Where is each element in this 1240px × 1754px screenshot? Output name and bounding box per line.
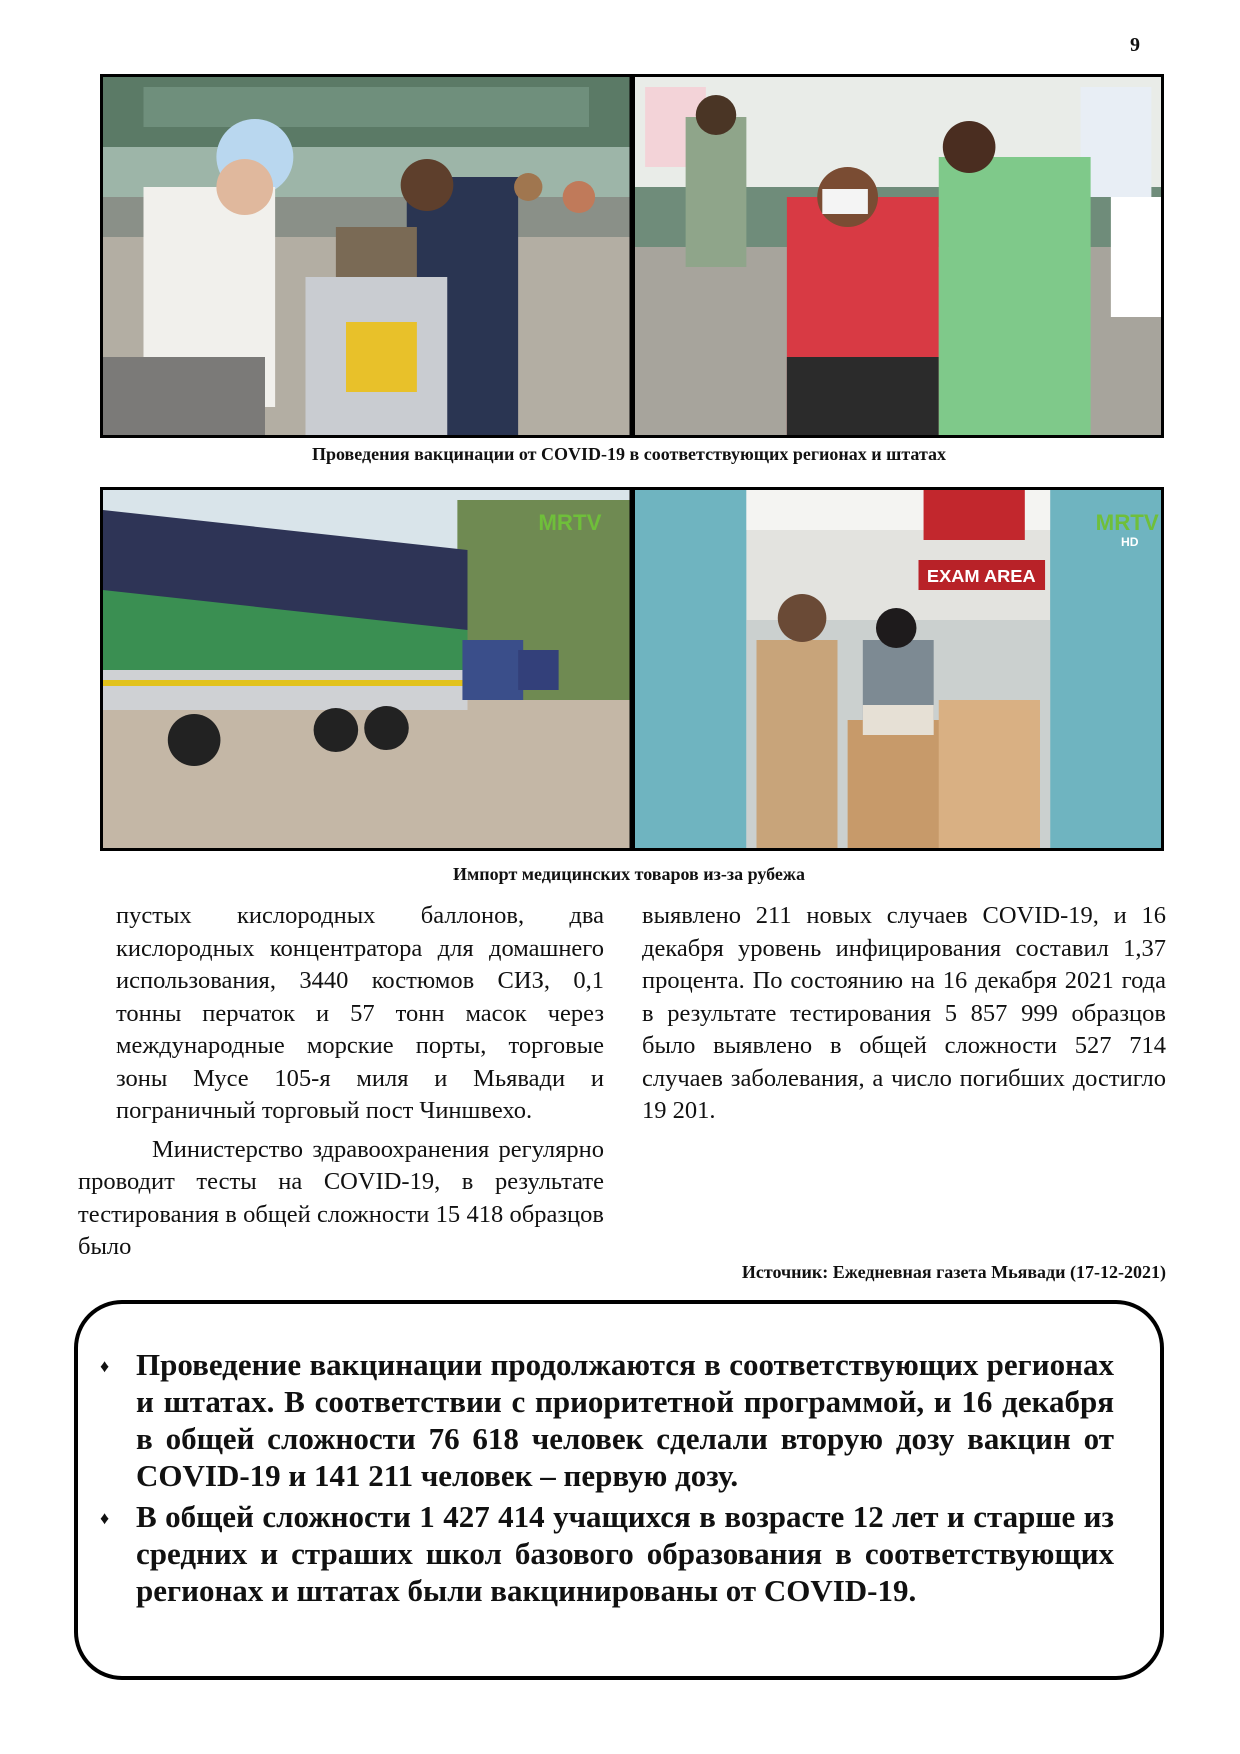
source-citation: Источник: Ежедневная газета Мьявади (17-12-2021) (741, 1262, 1166, 1282)
article-paragraph: Министерство здравоохранения регулярно проводит тесты на COVID-19, в результате тестирования в общей сложности 15 418 образцов было (78, 1135, 604, 1260)
vaccination-hall-image (103, 77, 630, 435)
top-photos-caption: Проведения вакцинации от COVID-19 в соответствующих регионах и штатах (311, 444, 947, 464)
exam-area-sign: EXAM AREA (926, 566, 1036, 586)
import-photo-exam-area (630, 490, 1162, 848)
vaccination-clinic-image (635, 77, 1162, 435)
exam-area-image (635, 490, 1162, 848)
summary-item-text: Проведение вакцинации продолжаются в соответствующих регионах и штатах. В соответствии с приоритетной программой, и 16 декабря в общей сложности 76 618 человек сделали вторую дозу вакцин от COVID-19 и 141 211 человек – первую дозу. (136, 1347, 1114, 1493)
summary-box (74, 1300, 1164, 1680)
vaccination-photos (100, 74, 1164, 438)
mrtv-hd-mark: HD (1120, 535, 1139, 549)
import-photo-trucks (103, 490, 630, 848)
bottom-photos-caption: Импорт медицинских товаров из-за рубежа (453, 864, 805, 884)
summary-item (100, 1498, 1114, 1609)
diamond-bullet-icon: ♦ (100, 1508, 110, 1528)
page-number: 9 (1130, 34, 1140, 56)
article-right-column (642, 900, 1166, 1128)
vaccination-photo-clinic (630, 77, 1162, 435)
article-left-column (78, 900, 604, 1264)
mrtv-watermark-left: MRTV (538, 510, 602, 535)
summary-item-text: В общей сложности 1 427 414 учащихся в возрасте 12 лет и старше из средних и страших школ базового образования в соответствующих регионах и штатах были вакцинированы от COVID-19. (136, 1499, 1114, 1608)
article-paragraph: пустых кислородных баллонов, два кислородных концентратора для домашнего использования, 3440 костюмов СИЗ, 0,1 тонны перчаток и 57 тонн масок через международные морские порты, торговые зоны Мусе 105-я миля и Мьявади и пограничный торговый пост Чиншвехо. (116, 902, 604, 1124)
vaccination-photo-hall (103, 77, 630, 435)
import-photos (100, 487, 1164, 851)
trucks-image (103, 490, 630, 848)
diamond-bullet-icon: ♦ (100, 1356, 110, 1376)
mrtv-watermark-right: MRTV (1095, 510, 1159, 535)
article-paragraph: выявлено 211 новых случаев COVID-19, и 16 декабря уровень инфицирования составил 1,37 процента. По состоянию на 16 декабря 2021 года в результате тестирования 5 857 999 образцов было выявлено в общей сложности 527 714 случаев заболевания, а число погибших достигло 19 201. (642, 902, 1166, 1124)
summary-item (100, 1346, 1114, 1494)
